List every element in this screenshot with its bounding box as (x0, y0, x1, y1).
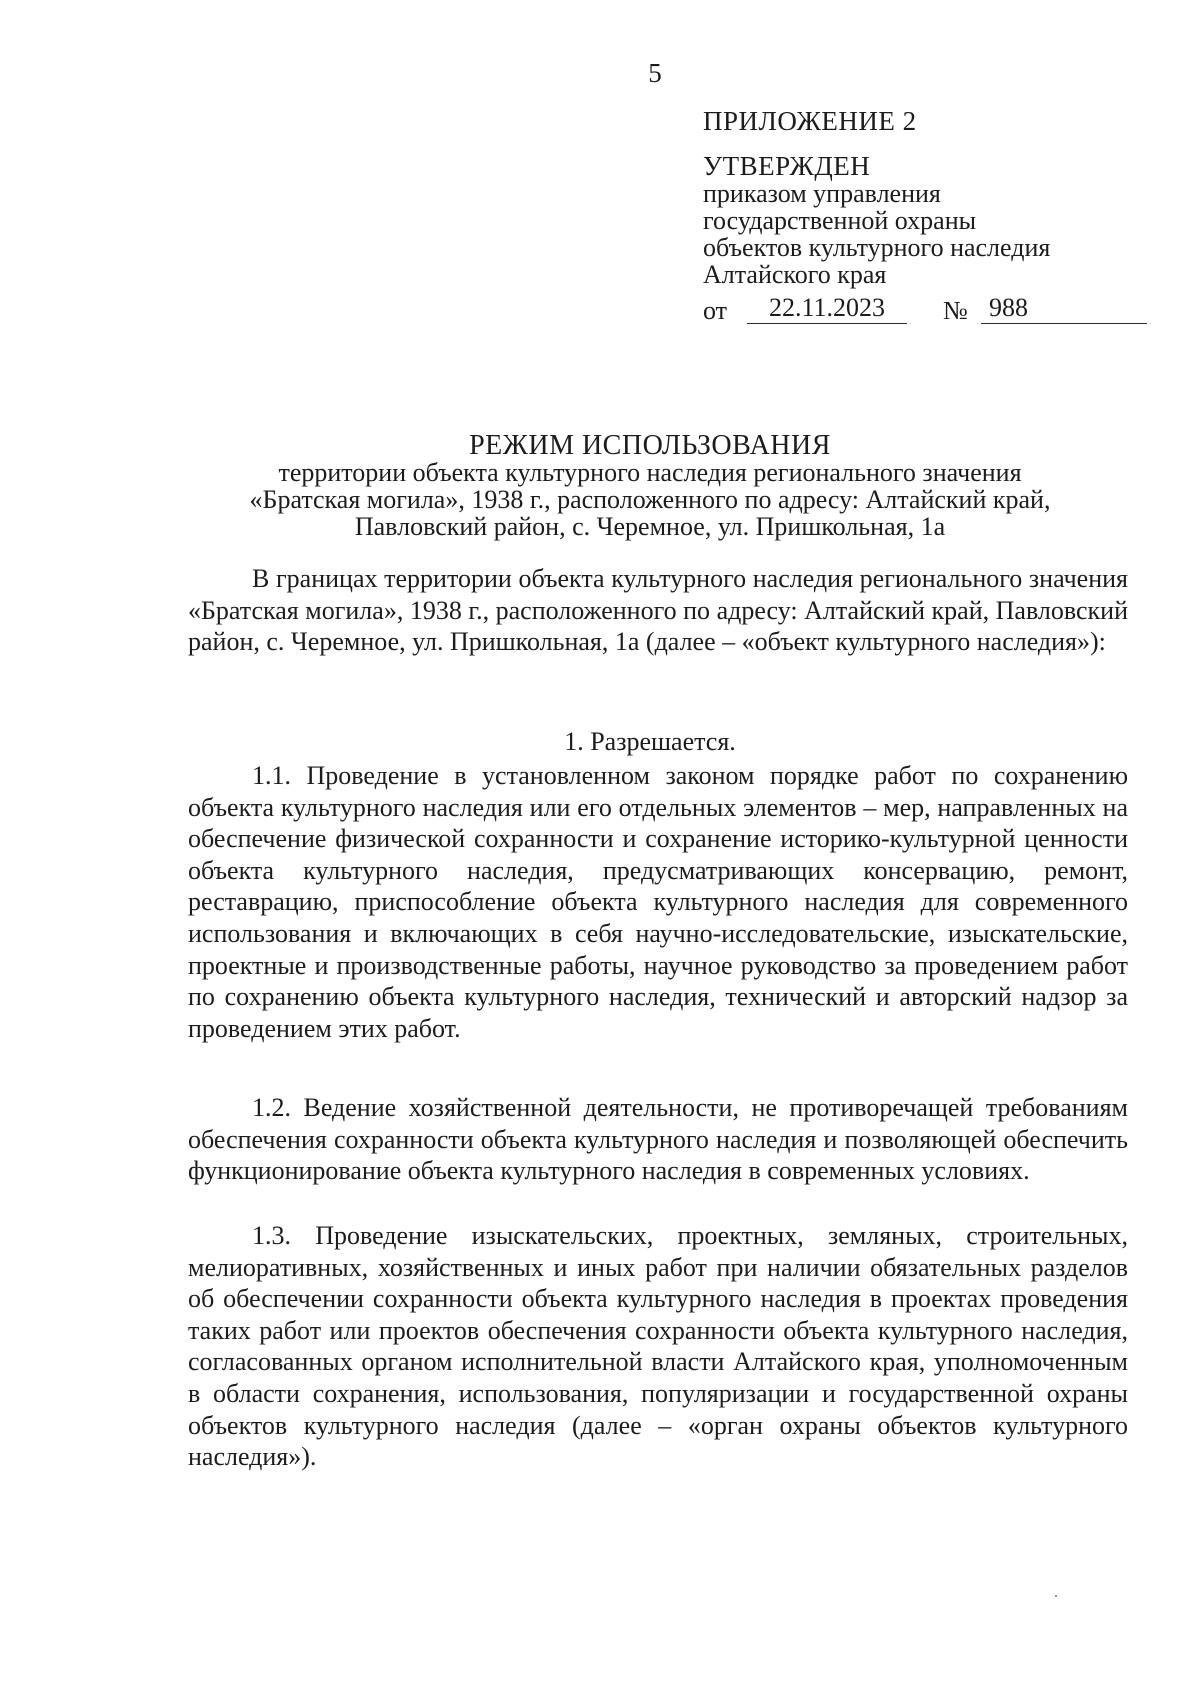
title-line: «Братская могила», 1938 г., расположенного по адресу: Алтайский край, (249, 485, 1051, 514)
number-prefix: № (943, 296, 968, 325)
approved-line: Алтайского края (703, 260, 887, 289)
approved-line: приказом управления (703, 179, 941, 208)
approved-line: государственной охраны (703, 206, 977, 235)
order-date-number-row (703, 294, 1163, 324)
section-heading: 1. Разрешается. (564, 727, 736, 756)
approved-heading: УТВЕРЖДЕН (703, 151, 871, 181)
appendix-title: ПРИЛОЖЕНИЕ 2 (703, 106, 917, 136)
clause-1-2: 1.2. Ведение хозяйственной деятельности, не противоречащей требованиям обеспечения сохранности объекта культурного наследия и позволяющей обеспечить функционирование объекта культурного наследия в современных условиях. (188, 1093, 1128, 1186)
title-line: территории объекта культурного наследия регионального значения (278, 458, 1022, 487)
scan-speck (1055, 1595, 1057, 1597)
date-prefix: от (703, 296, 728, 325)
title-line: Павловский район, с. Черемное, ул. Пришкольная, 1а (354, 512, 946, 541)
approved-line: объектов культурного наследия (703, 233, 1051, 262)
order-date: 22.11.2023 (747, 294, 907, 324)
clause-1-1: 1.1. Проведение в установленном законом порядке работ по сохранению объекта культурного наследия или его отдельных элементов – мер, направленных на обеспечение физической сохранности и сохранение историко-культурной ценности объекта культурного наследия, предусматривающих консервацию, ремонт, реставрацию, приспособление объекта культурного наследия для современного использования и включающих в себя научно-исследовательские, изыскательские, проектные и производственные работы, научное руководство за проведением работ по сохранению объекта культурного наследия, технический и авторский надзор за проведением этих работ. (188, 761, 1128, 1043)
page-number: 5 (648, 58, 662, 88)
document-title (180, 432, 1120, 540)
title-main: РЕЖИМ ИСПОЛЬЗОВАНИЯ (469, 430, 831, 461)
appendix-block (703, 108, 1163, 324)
clause-1-3: 1.3. Проведение изыскательских, проектных, земляных, строительных, мелиоративных, хозяйственных и иных работ при наличии обязательных разделов об обеспечении сохранности объекта культурного наследия в проектах проведения таких работ или проектов обеспечения сохранности объекта культурного наследия, согласованных органом исполнительной власти Алтайского края, уполномоченным в области сохранения, использования, популяризации и государственной охраны объектов культурного наследия (далее – «орган охраны объектов культурного наследия»). (188, 1221, 1128, 1472)
intro-paragraph: В границах территории объекта культурного наследия регионального значения «Братская могила», 1938 г., расположенного по адресу: Алтайский край, Павловский район, с. Черемное, ул. Пришкольная, 1а (далее – «объект культурного наследия»): (188, 564, 1128, 657)
order-number: 988 (981, 294, 1147, 324)
